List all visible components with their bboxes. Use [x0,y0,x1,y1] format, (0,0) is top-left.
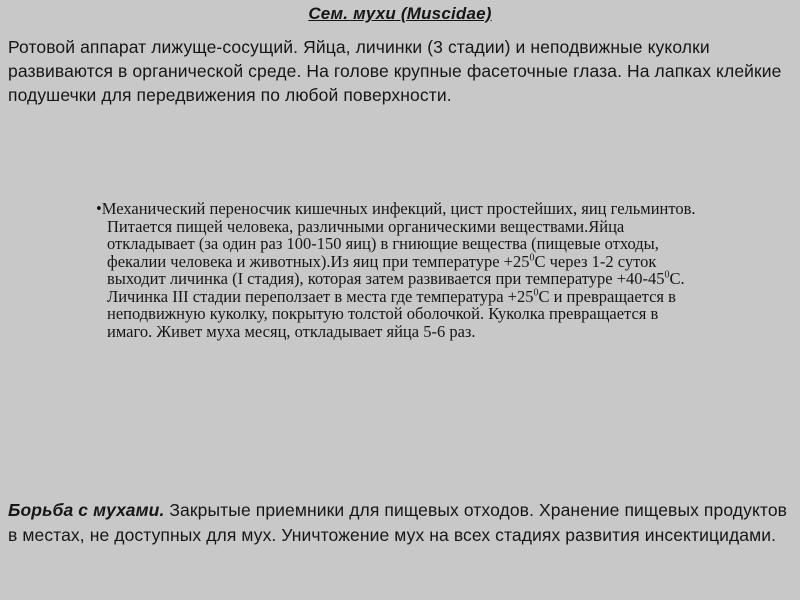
control-measures-paragraph [8,498,792,548]
degree-superscript: 0 [533,287,539,298]
bullet-text-part1: Механический переносчик кишечных инфекций, цист простейших, яиц гельминтов. Питается пищей человека, различными органическими веществами.Яйца откладывает (за один раз 100-150 яиц) в гниющие вещества (пищевые отходы, фекалии человека и животных).Из яиц при температуре +25 [101,199,696,271]
degree-superscript: 0 [664,269,670,281]
control-measures-heading: Борьба с мухами. [8,500,165,520]
bullet-marker: • [96,199,102,218]
bullet-text-part3: С. Личинка III стадии переползает в места где температура +25 [107,269,685,306]
intro-paragraph: Ротовой аппарат лижуще-сосущий. Яйца, личинки (3 стадии) и неподвижные куколки развиваются в органической среде. На голове крупные фасеточные глаза. На лапках клейкие подушечки для передвижения по любой поверхности. [8,37,782,105]
slide-title: Сем. мухи (Muscidae) [308,4,492,23]
bullet-text-part2: С через 1-2 суток выходит личинка (I стадия), которая затем развивается при температуре +40-45 [107,251,665,288]
control-measures-text: Закрытые приемники для пищевых отходов. Хранение пищевых продуктов в местах, не доступных для мух. Уничтожение мух на всех стадиях развития инсектицидами. [8,500,788,545]
bullet-list-item [87,200,697,340]
bullet-text [87,200,697,340]
degree-superscript: 0 [529,252,535,263]
bullet-text-part4: С и превращается в неподвижную куколку, покрытую толстой оболочкой. Куколка превращается в имаго. Живет муха месяц, откладывает яйца 5-6 раз. [107,286,676,341]
